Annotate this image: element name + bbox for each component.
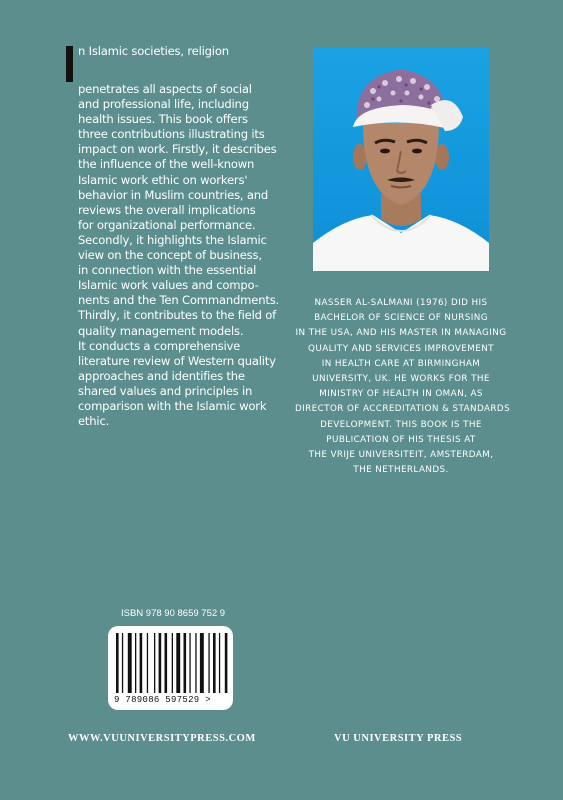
- bio-line: THE VRIJE UNIVERSITEIT, AMSTERDAM,: [308, 450, 494, 461]
- publisher-name: VU UNIVERSITY PRESS: [334, 733, 463, 744]
- bio-line: MINISTRY OF HEALTH IN OMAN, AS: [319, 389, 483, 400]
- blurb-line: comparison with the Islamic work: [78, 398, 267, 413]
- blurb-line: for organizational performance.: [78, 217, 256, 232]
- bio-line: PUBLICATION OF HIS THESIS AT: [326, 434, 476, 445]
- blurb-line-text: n Islamic societies, religion: [78, 44, 229, 58]
- blurb-line: reviews the overall implications: [78, 202, 256, 217]
- bio-line: THE NETHERLANDS.: [353, 465, 449, 476]
- blurb-line: Secondly, it highlights the Islamic: [78, 232, 267, 247]
- blurb-line: ethic.: [78, 414, 110, 429]
- blurb-line: the influence of the well-known: [78, 157, 255, 172]
- bio-line: DEVELOPMENT. THIS BOOK IS THE: [320, 419, 482, 430]
- bio-line: QUALITY AND SERVICES IMPROVEMENT: [308, 343, 494, 354]
- bio-line: DIRECTOR OF ACCREDITATION & STANDARDS: [295, 404, 511, 415]
- author-bio: [295, 296, 511, 478]
- blurb-line: It conducts a comprehensive: [78, 338, 241, 353]
- publisher-website: WWW.VUUNIVERSITYPRESS.COM: [68, 733, 256, 744]
- blurb-line: impact on work. Firstly, it describes: [78, 142, 277, 157]
- bio-line: BACHELOR OF SCIENCE OF NURSING: [314, 313, 488, 324]
- barcode-digits: 9 789086 597529 >: [114, 695, 211, 705]
- blurb-line: view on the concept of business,: [78, 248, 262, 263]
- isbn-text: ISBN 978 90 8659 752 9: [121, 608, 226, 619]
- blurb-line: and professional life, including: [78, 97, 249, 112]
- blurb-line: Thirdly, it contributes to the field of: [78, 308, 277, 323]
- bio-line: NASSER AL-SALMANI (1976) DID HIS: [314, 298, 488, 308]
- blurb-line: Islamic work values and compo-: [78, 278, 259, 293]
- blurb-line: shared values and principles in: [78, 383, 253, 398]
- blurb-line: penetrates all aspects of social: [78, 82, 252, 96]
- drop-cap-mark: [66, 46, 73, 82]
- blurb-line: Islamic work ethic on workers': [78, 172, 248, 187]
- bio-line: IN THE USA, AND HIS MASTER IN MANAGING: [295, 328, 507, 339]
- blurb-line: quality management models.: [78, 323, 244, 338]
- blurb-line: health issues. This book offers: [78, 112, 248, 127]
- blurb-line: in connection with the essential: [78, 263, 257, 278]
- blurb-line: literature review of Western quality: [78, 353, 276, 368]
- blurb-line: nents and the Ten Commandments.: [78, 293, 280, 308]
- barcode: [108, 626, 233, 710]
- bio-line: IN HEALTH CARE AT BIRMINGHAM: [321, 358, 481, 369]
- bio-line: UNIVERSITY, UK. HE WORKS FOR THE: [312, 374, 490, 385]
- back-cover-blurb: [66, 44, 280, 429]
- blurb-line: behavior in Muslim countries, and: [78, 187, 269, 202]
- blurb-line: three contributions illustrating its: [78, 127, 265, 142]
- author-photo: [313, 47, 489, 271]
- blurb-line: approaches and identifies the: [78, 368, 245, 383]
- blurb-line: [66, 44, 280, 82]
